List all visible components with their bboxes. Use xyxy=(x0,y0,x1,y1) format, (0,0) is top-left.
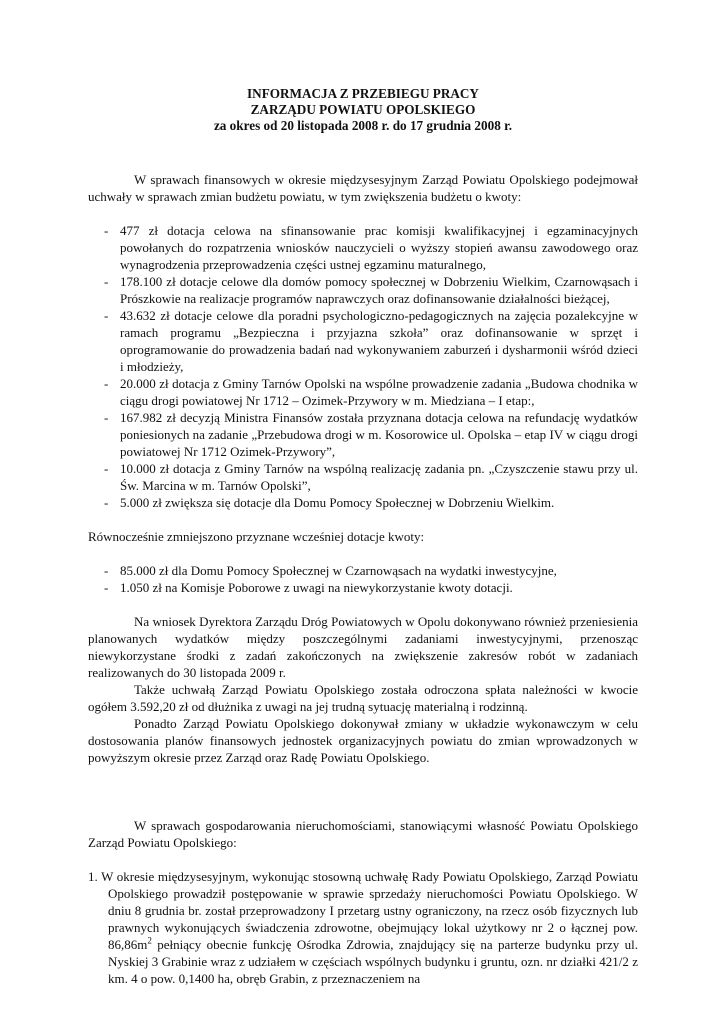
dash-bullet: - xyxy=(104,376,109,391)
dash-bullet: - xyxy=(104,580,109,595)
reductions-list xyxy=(88,562,638,596)
document-title xyxy=(88,86,638,134)
list-item: - 43.632 zł dotacje celowe dla poradni psychologiczno-pedagogicznych na zajęcia pozalekcyjne w ramach programu „Bezpieczna i przyjazna szkoła” oraz dofinansowanie w sprzęt i oprogramowanie do prowadzenia badań nad wykonywaniem zaburzeń i dysharmonii wśród dzieci i młodzieży, xyxy=(104,308,638,374)
dash-bullet: - xyxy=(104,223,109,238)
reduction-intro: Równocześnie zmniejszono przyznane wcześniej dotacje kwoty: xyxy=(88,529,425,544)
paragraph-debt-deferral: Także uchwałą Zarząd Powiatu Opolskiego została odroczona spłata należności w kwocie ogółem 3.592,20 zł od dłużnika z uwagi na jej trudną sytuację materialną i rodzinną. xyxy=(88,682,638,714)
paragraph-road-transfers: Na wniosek Dyrektora Zarządu Dróg Powiatowych w Opolu dokonywano również przeniesienia planowanych wydatków między poszczególnymi zadaniami inwestycyjnymi, przenosząc niewykorzystane środki z zadań zakończonych na zwiększenie zakresów robót w zadaniach realizowanych do 30 listopada 2009 r. xyxy=(88,614,638,680)
intro-paragraph: W sprawach finansowych w okresie międzysesyjnym Zarząd Powiatu Opolskiego podejmował uchwały w sprawach zmian budżetu powiatu, w tym zwiększenia budżetu o kwoty: xyxy=(88,172,638,204)
property-list xyxy=(88,868,638,987)
list-item: - 10.000 zł dotacja z Gminy Tarnów na wspólną realizację zadania pn. „Czyszczenie stawu przy ul. Św. Marcina w m. Tarnów Opolski”, xyxy=(104,461,638,493)
list-item: - 5.000 zł zwiększa się dotacje dla Domu Pomocy Społecznej w Dobrzeniu Wielkim. xyxy=(104,495,555,510)
item-number: 1. xyxy=(88,869,98,884)
dash-bullet: - xyxy=(104,563,109,578)
paragraph-plan-changes: Ponadto Zarząd Powiatu Opolskiego dokonywał zmiany w układzie wykonawczym w celu dostosowania planów finansowych jednostek organizacyjnych powiatu do zmian wprowadzonych w powyższym okresie przez Zarząd oraz Radę Powiatu Opolskiego. xyxy=(88,716,638,765)
list-item: - 1.050 zł na Komisje Poborowe z uwagi na niewykorzystanie kwoty dotacji. xyxy=(104,580,513,595)
dash-bullet: - xyxy=(104,461,109,476)
document-page xyxy=(88,86,638,987)
title-line-2: ZARZĄDU POWIATU OPOLSKIEGO xyxy=(250,102,476,117)
dash-bullet: - xyxy=(104,495,109,510)
superscript: 2 xyxy=(147,935,152,946)
property-intro: W sprawach gospodarowania nieruchomościami, stanowiącymi własność Powiatu Opolskiego Zarząd Powiatu Opolskiego: xyxy=(88,818,638,850)
list-item: 1. W okresie międzysesyjnym, wykonując stosowną uchwałę Rady Powiatu Opolskiego, Zarząd Powiatu Opolskiego prowadził postępowanie w sprawie sprzedaży nieruchomości Powiatu Opolskiego. W dniu 8 grudnia br. został przeprowadzony I przetarg ustny ograniczony, na rzecz osób fizycznych lub prawnych wykonujących świadczenia zdrowotne, obejmujący lokal użytkowy nr 2 o łącznej pow. $86,86m^2$ pełniący obecnie funkcję Ośrodka Zdrowia, znajdujący się na parterze budynku przy ul. Nyskiej 3 Grabinie wraz z udziałem w częściach wspólnych budynku i gruntu, ozn. nr działki 421/2 z km. 4 o pow. 0,1400 ha, obręb Grabin, z przeznaczeniem na xyxy=(88,869,639,986)
list-item: - 178.100 zł dotacje celowe dla domów pomocy społecznej w Dobrzeniu Wielkim, Czarnowąsach i Prószkowie na realizacje programów naprawczych oraz dofinansowanie działalności bieżącej, xyxy=(104,274,638,306)
dash-bullet: - xyxy=(104,308,109,323)
dash-bullet: - xyxy=(104,274,109,289)
increases-list xyxy=(88,222,638,511)
title-line-1: INFORMACJA Z PRZEBIEGU PRACY xyxy=(247,86,479,101)
title-line-3: za okres od 20 listopada 2008 r. do 17 grudnia 2008 r. xyxy=(213,118,513,133)
list-item: - 477 zł dotacja celowa na sfinansowanie prac komisji kwalifikacyjnej i egzaminacyjnych powołanych do rozpatrzenia wniosków nauczycieli o wyższy stopień awansu zawodowego oraz wynagrodzenia przeprowadzenia części ustnej egzaminu maturalnego, xyxy=(104,223,638,272)
list-item: - 85.000 zł dla Domu Pomocy Społecznej w Czarnowąsach na wydatki inwestycyjne, xyxy=(104,563,557,578)
list-item: - 167.982 zł decyzją Ministra Finansów została przyznana dotacja celowa na refundację wydatków poniesionych na zadanie „Przebudowa drogi w m. Kosorowice ul. Opolska – etap IV w ciągu drogi powiatowej Nr 1712 Ozimek-Przywory”, xyxy=(104,410,638,459)
dash-bullet: - xyxy=(104,410,109,425)
list-item: - 20.000 zł dotacja z Gminy Tarnów Opolski na wspólne prowadzenie zadania „Budowa chodnika w ciągu drogi powiatowej Nr 1712 – Ozimek-Przywory w m. Miedziana – I etap:, xyxy=(104,376,638,408)
